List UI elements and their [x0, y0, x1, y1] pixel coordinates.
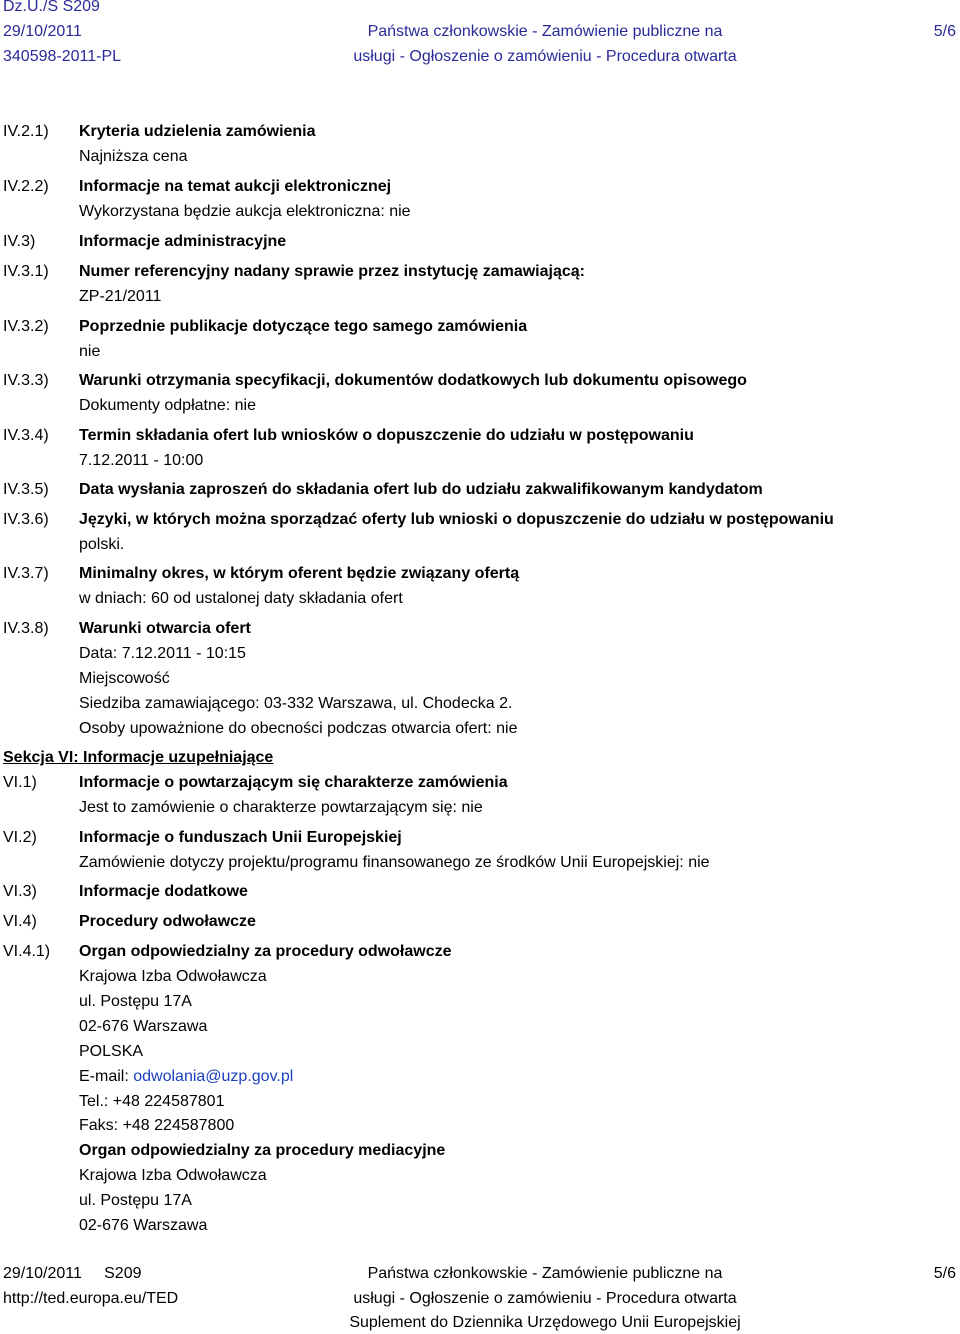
place-label: Miejscowość: [79, 670, 170, 687]
fax-value: Faks: +48 224587800: [79, 1117, 235, 1134]
header-title-1: Państwa członkowskie - Zamówienie publiczne na: [367, 23, 723, 40]
footer-supplement: Suplement do Dziennika Urzędowego Unii Europejskiej: [349, 1314, 741, 1331]
footer-title-2: usługi - Ogłoszenie o zamówieniu - Procedura otwarta: [353, 1290, 737, 1307]
item-value: Jest to zamówienie o charakterze powtarzającym się: nie: [79, 799, 483, 816]
item-number: IV.2.2): [3, 178, 49, 195]
item-heading: Numer referencyjny nadany sprawie przez instytucję zamawiającą:: [79, 263, 585, 280]
item-number: IV.3.8): [3, 620, 49, 637]
place-value: Siedziba zamawiającego: 03-332 Warszawa, ul. Chodecka 2.: [79, 695, 513, 712]
item-heading: Termin składania ofert lub wniosków o dopuszczenie do udziału w postępowaniu: [79, 427, 694, 444]
item-number: VI.3): [3, 883, 37, 900]
item-heading: Data wysłania zaproszeń do składania ofert lub do udziału zakwalifikowanym kandydatom: [79, 481, 763, 498]
item-heading: Minimalny okres, w którym oferent będzie związany ofertą: [79, 565, 520, 582]
item-heading: Informacje na temat aukcji elektronicznej: [79, 178, 392, 195]
item-heading: Informacje o funduszach Unii Europejskiej: [79, 829, 402, 846]
header-date: 29/10/2011: [3, 23, 82, 40]
item-heading: Procedury odwoławcze: [79, 913, 256, 930]
header-ref: 340598-2011-PL: [3, 48, 122, 65]
item-heading: Informacje dodatkowe: [79, 883, 248, 900]
item-number: VI.2): [3, 829, 37, 846]
item-number: VI.1): [3, 774, 37, 791]
item-number: IV.3.6): [3, 511, 49, 528]
body-country: POLSKA: [79, 1043, 144, 1060]
item-heading: Warunki otwarcia ofert: [79, 620, 251, 637]
item-value: nie: [79, 343, 101, 360]
footer-title-1: Państwa członkowskie - Zamówienie publiczne na: [367, 1265, 723, 1282]
mediation-heading: Organ odpowiedzialny za procedury mediacyjne: [79, 1142, 446, 1159]
body-city: 02-676 Warszawa: [79, 1018, 208, 1035]
email-link[interactable]: odwolania@uzp.gov.pl: [133, 1068, 294, 1085]
header-journal: Dz.U./S S209: [3, 0, 100, 15]
section-title: Sekcja VI: Informacje uzupełniające: [3, 749, 274, 766]
opening-date: Data: 7.12.2011 - 10:15: [79, 645, 246, 662]
item-value: Najniższa cena: [79, 148, 188, 165]
footer-url[interactable]: http://ted.europa.eu/TED: [3, 1290, 179, 1307]
email-label: E-mail:: [79, 1068, 134, 1085]
persons-value: Osoby upoważnione do obecności podczas otwarcia ofert: nie: [79, 720, 518, 737]
item-value: Wykorzystana będzie aukcja elektroniczna: nie: [79, 203, 411, 220]
mediation-city: 02-676 Warszawa: [79, 1217, 208, 1234]
item-value: 7.12.2011 - 10:00: [79, 452, 204, 469]
item-number: IV.3): [3, 233, 36, 250]
item-heading: Organ odpowiedzialny za procedury odwoławcze: [79, 943, 452, 960]
item-heading: Poprzednie publikacje dotyczące tego samego zamówienia: [79, 318, 528, 335]
item-number: IV.3.3): [3, 372, 49, 389]
footer-page: 5/6: [933, 1265, 956, 1282]
item-heading: Języki, w których można sporządzać oferty lub wnioski o dopuszczenie do udziału w postępowaniu: [79, 511, 834, 528]
item-number: IV.3.7): [3, 565, 49, 582]
item-value: Zamówienie dotyczy projektu/programu finansowanego ze środków Unii Europejskiej: nie: [79, 854, 710, 871]
item-number: VI.4): [3, 913, 37, 930]
footer-date-issue: 29/10/2011 S209: [3, 1265, 142, 1282]
mediation-street: ul. Postępu 17A: [79, 1192, 192, 1209]
item-value: w dniach: 60 od ustalonej daty składania ofert: [79, 590, 403, 607]
item-heading: Kryteria udzielenia zamówienia: [79, 123, 316, 140]
body-name: Krajowa Izba Odwoławcza: [79, 968, 267, 985]
item-value: ZP-21/2011: [79, 288, 162, 305]
email-row: [79, 1067, 293, 1087]
item-number: IV.2.1): [3, 123, 49, 140]
item-number: VI.4.1): [3, 943, 51, 960]
tel-value: Tel.: +48 224587801: [79, 1093, 225, 1110]
item-value: Dokumenty odpłatne: nie: [79, 397, 256, 414]
header-page: 5/6: [933, 23, 956, 40]
body-street: ul. Postępu 17A: [79, 993, 192, 1010]
header-title-2: usługi - Ogłoszenie o zamówieniu - Procedura otwarta: [353, 48, 737, 65]
item-number: IV.3.5): [3, 481, 49, 498]
item-number: IV.3.2): [3, 318, 49, 335]
item-heading: Informacje administracyjne: [79, 233, 287, 250]
mediation-name: Krajowa Izba Odwoławcza: [79, 1167, 267, 1184]
item-heading: Informacje o powtarzającym się charakterze zamówienia: [79, 774, 508, 791]
item-number: IV.3.4): [3, 427, 49, 444]
item-heading: Warunki otrzymania specyfikacji, dokumentów dodatkowych lub dokumentu opisowego: [79, 372, 747, 389]
item-number: IV.3.1): [3, 263, 49, 280]
item-value: polski.: [79, 536, 125, 553]
